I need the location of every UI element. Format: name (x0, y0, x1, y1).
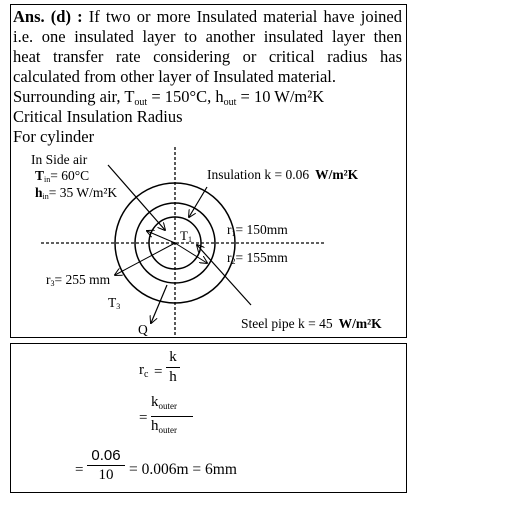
r3-label: r3= 255 mm (46, 272, 111, 288)
r2-label: r2= 155mm (227, 250, 288, 266)
final-result: = 0.006m = 6mm (129, 461, 237, 478)
cylinder-heading: For cylinder (13, 127, 95, 146)
numeric-denominator: 10 (98, 467, 114, 483)
h-denominator: h (169, 369, 177, 385)
h-in-label: hin= 35 W/m²K (35, 185, 118, 201)
t-in-label: Tin= 60°C (35, 168, 90, 184)
statement-line-4: calculated from other layer of Insulated material. (13, 67, 336, 86)
k-over-h-fraction (166, 349, 180, 386)
statement-line-2: i.e. one insulated layer to another insulated layer then (13, 27, 402, 46)
rc-symbol: $r_c$ (139, 362, 149, 380)
equals-3: = (75, 462, 84, 478)
t-out-value: = 150°C, h (147, 87, 224, 106)
insulation-label: Insulation k = 0.06 W/m²K (207, 167, 359, 182)
heat-flow-label: Q (138, 322, 148, 337)
h-out-value: = 10 W/m²K (236, 87, 325, 106)
h-outer-denominator: $h_{outer}$ (151, 418, 177, 435)
insulation-pointer (189, 187, 207, 217)
equals-1: = (154, 364, 163, 380)
kouter-over-houter-fraction (151, 394, 193, 439)
inside-air-label: In Side air (31, 152, 88, 167)
r1-label: r1= 150mm (227, 222, 288, 238)
statement-text-1: If two or more Insulated material have joined (88, 7, 402, 26)
t1-label: T1 (180, 228, 192, 244)
fraction-bar-1 (166, 367, 180, 368)
k-outer-numerator: $k_{outer}$ (151, 394, 177, 411)
statement-line-1 (13, 7, 402, 27)
solution-box (10, 343, 407, 493)
surrounding-prefix: Surrounding air, T (13, 87, 135, 106)
steel-pipe-label: Steel pipe k = 45 W/m²K (241, 316, 382, 331)
numeric-fraction (87, 447, 125, 484)
k-numerator: k (169, 349, 177, 365)
h-out-sub: out (223, 97, 237, 108)
answer-box (10, 4, 407, 338)
insulated-cylinder-diagram (11, 147, 406, 337)
r2-radius-line (175, 243, 207, 263)
answer-label: Ans. (d) : (13, 7, 83, 26)
statement-line-3: heat transfer rate considering or critical radius has (13, 47, 402, 66)
r1-radius-line (147, 231, 175, 243)
numeric-numerator: 0.06 (91, 447, 121, 464)
t-out-sub: out (134, 97, 148, 108)
critical-radius-heading: Critical Insulation Radius (13, 107, 183, 126)
t3-label: T3 (108, 295, 121, 311)
heat-flow-arrow (151, 285, 167, 323)
equals-2: = (139, 410, 148, 426)
fraction-bar-3 (87, 465, 125, 466)
fraction-bar-2 (151, 416, 193, 417)
